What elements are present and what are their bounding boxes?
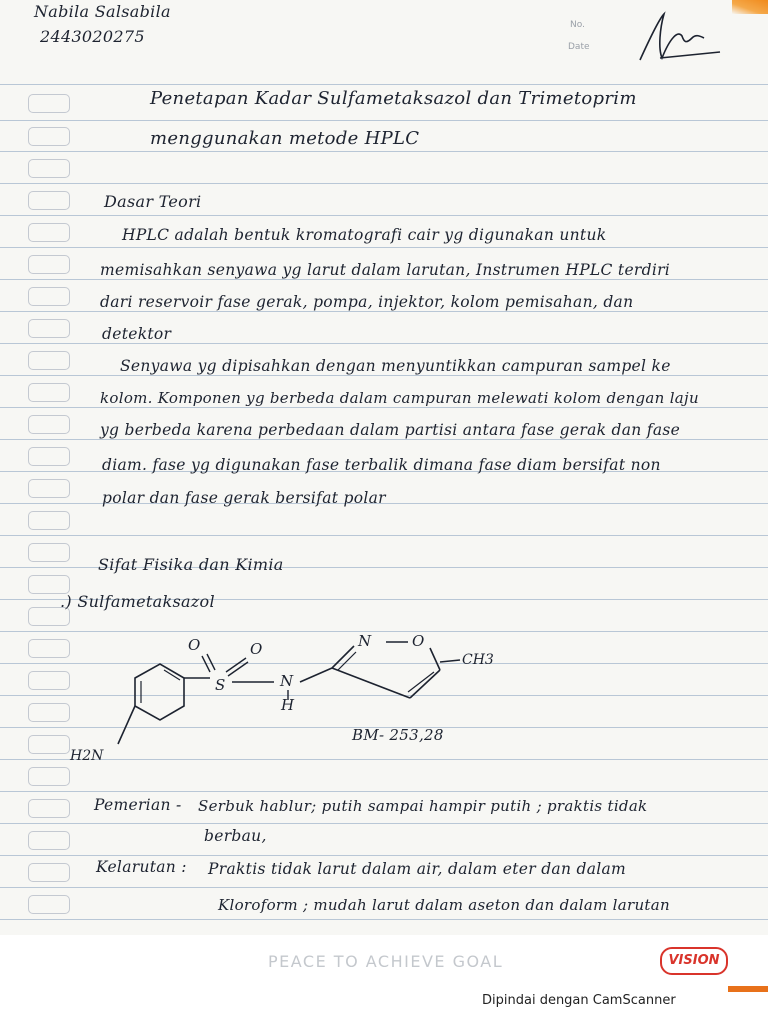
margin-box (28, 479, 70, 498)
margin-box (28, 383, 70, 402)
atom-h2n: H2N (70, 748, 104, 764)
rule-line (0, 887, 768, 888)
margin-box (28, 94, 70, 113)
rule-line (0, 919, 768, 920)
molecular-weight: BM- 253,28 (352, 726, 444, 744)
margin-box (28, 895, 70, 914)
margin-box (28, 159, 70, 178)
page-title-line2: menggunakan metode HPLC (150, 128, 420, 149)
page-title-line1: Penetapan Kadar Sulfametaksazol dan Trimetoprim (150, 88, 637, 109)
atom-s: S (215, 676, 226, 694)
no-label: No. (570, 20, 585, 30)
rule-line (0, 120, 768, 121)
compound-name: .) Sulfametaksazol (60, 592, 215, 611)
brand-logo: VISION (660, 947, 728, 975)
rule-line (0, 375, 768, 376)
margin-box (28, 127, 70, 146)
kelarutan-line1: Praktis tidak larut dalam air, dalam eter dan dalam (208, 860, 627, 878)
rule-line (0, 791, 768, 792)
body-line: kolom. Komponen yg berbeda dalam campuran melewati kolom dengan laju (100, 389, 699, 407)
margin-box (28, 831, 70, 850)
rule-line (0, 439, 768, 440)
footer-motto: PEACE TO ACHIEVE GOAL (268, 952, 504, 971)
rule-line (0, 151, 768, 152)
signature-mark (620, 8, 730, 68)
body-line: diam. fase yg digunakan fase terbalik dimana fase diam bersifat non (102, 456, 661, 474)
margin-box (28, 543, 70, 562)
body-line: detektor (102, 325, 172, 343)
pemerian-line2: berbau, (204, 827, 267, 845)
corner-tab (732, 0, 768, 14)
body-line: Senyawa yg dipisahkan dengan menyuntikkan campuran sampel ke (120, 357, 671, 375)
rule-line (0, 855, 768, 856)
atom-h: H (281, 696, 295, 714)
rule-line (0, 535, 768, 536)
rule-line (0, 84, 768, 85)
section-heading-dasar-teori: Dasar Teori (104, 192, 202, 211)
kelarutan-line2: Kloroform ; mudah larut dalam aseton dan dalam larutan (218, 896, 670, 914)
corner-tab-bottom (728, 986, 768, 992)
rule-line (0, 215, 768, 216)
student-name: Nabila Salsabila (34, 2, 171, 21)
date-label: Date (568, 42, 590, 52)
scanner-watermark: Dipindai dengan CamScanner (482, 993, 676, 1008)
body-line: HPLC adalah bentuk kromatografi cair yg digunakan untuk (122, 226, 607, 244)
pemerian-label: Pemerian - (94, 796, 182, 814)
body-line: memisahkan senyawa yg larut dalam larutan, Instrumen HPLC terdiri (100, 261, 671, 279)
margin-box (28, 863, 70, 882)
atom-o-2: O (250, 640, 263, 658)
margin-box (28, 191, 70, 210)
margin-box (28, 255, 70, 274)
margin-box (28, 415, 70, 434)
rule-line (0, 311, 768, 312)
rule-line (0, 183, 768, 184)
margin-box (28, 799, 70, 818)
atom-o-1: O (188, 636, 201, 654)
margin-box (28, 351, 70, 370)
margin-box (28, 511, 70, 530)
margin-box (28, 319, 70, 338)
atom-ring-n: N (358, 632, 372, 650)
sulfamethoxazole-structure (60, 620, 520, 770)
body-line: polar dan fase gerak bersifat polar (102, 489, 386, 507)
atom-ring-o: O (412, 632, 425, 650)
atom-n: N (280, 672, 294, 690)
margin-box (28, 447, 70, 466)
section-heading-sifat: Sifat Fisika dan Kimia (98, 555, 284, 574)
rule-line (0, 407, 768, 408)
atom-ch3: CH3 (462, 652, 494, 668)
rule-line (0, 343, 768, 344)
margin-box (28, 223, 70, 242)
rule-line (0, 247, 768, 248)
body-line: dari reservoir fase gerak, pompa, injektor, kolom pemisahan, dan (100, 293, 634, 311)
rule-line (0, 823, 768, 824)
body-line: yg berbeda karena perbedaan dalam partisi antara fase gerak dan fase (100, 421, 681, 439)
rule-line (0, 279, 768, 280)
kelarutan-label: Kelarutan : (96, 858, 187, 876)
pemerian-line1: Serbuk hablur; putih sampai hampir putih ; praktis tidak (198, 797, 648, 815)
student-id: 2443020275 (40, 27, 145, 46)
margin-box (28, 287, 70, 306)
